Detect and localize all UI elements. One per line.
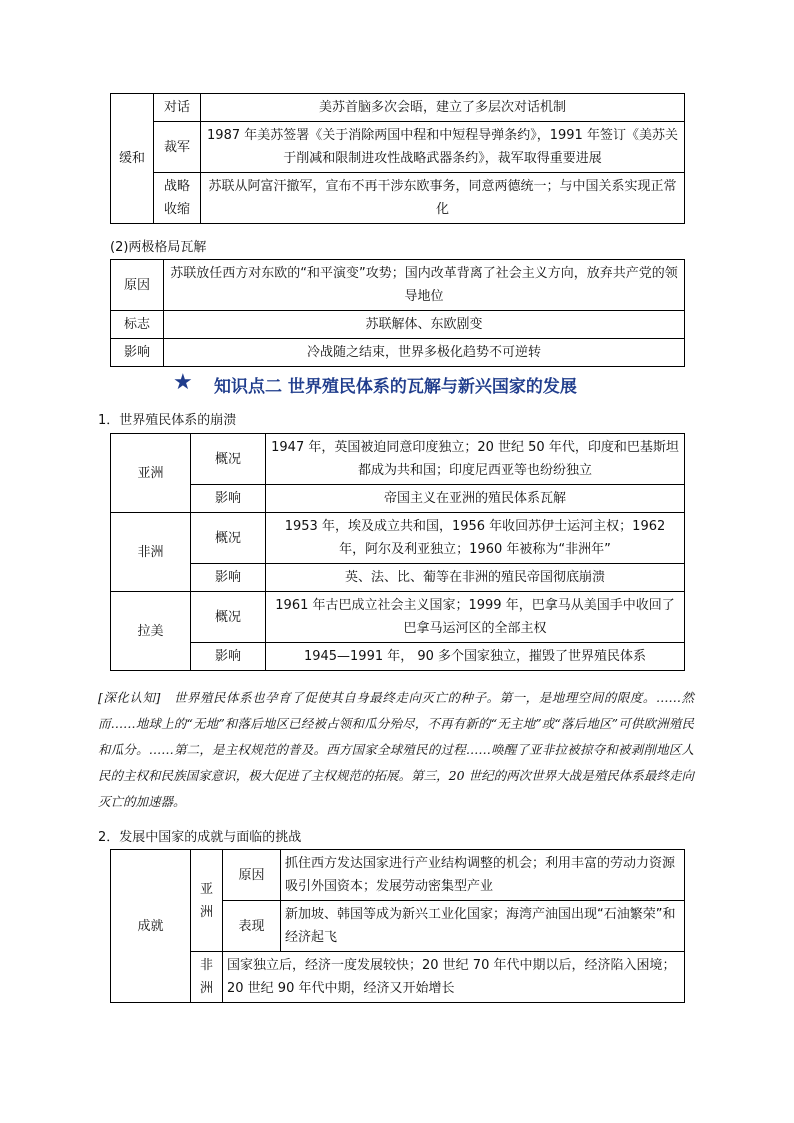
- performance-label: 表现: [223, 901, 281, 952]
- subheading-developing: 2．发展中国家的成就与面临的挑战: [98, 830, 302, 845]
- overview-label: 概况: [191, 434, 266, 485]
- reason-text: 抓住西方发达国家进行产业结构调整的机会；利用丰富的劳动力资源吸引外国资本；发展劳动密集型产业: [281, 850, 685, 901]
- region-asia: 亚洲: [111, 434, 191, 513]
- impact-text: 帝国主义在亚洲的殖民体系瓦解: [266, 485, 685, 513]
- colonial-table: [110, 433, 685, 671]
- impact-label: 影响: [191, 564, 266, 592]
- overview-label: 概况: [191, 592, 266, 643]
- bipolar-table: [110, 259, 685, 367]
- overview-text: 1947 年，英国被迫同意印度独立；20 世纪 50 年代，印度和巴基斯坦都成为共和国；印度尼西亚等也纷纷独立: [266, 434, 685, 485]
- developing-table: [110, 849, 685, 1003]
- easing-group-label: 缓和: [111, 94, 154, 224]
- overview-label: 概况: [191, 513, 266, 564]
- row-text: 冷战随之结束，世界多极化趋势不可逆转: [164, 339, 685, 367]
- impact-label: 影响: [191, 643, 266, 671]
- africa-text: 国家独立后，经济一度发展较快；20 世纪 70 年代中期以后，经济陷入困境；20 世纪 90 年代中期，经济又开始增长: [223, 952, 685, 1003]
- overview-text: 1953 年，埃及成立共和国，1956 年收回苏伊士运河主权；1962 年，阿尔及利亚独立；1960 年被称为“非洲年”: [266, 513, 685, 564]
- star-icon: ★: [173, 370, 193, 395]
- performance-text: 新加坡、韩国等成为新兴工业化国家；海湾产油国出现“石油繁荣”和经济起飞: [281, 901, 685, 952]
- impact-label: 影响: [191, 485, 266, 513]
- row-text: 苏联解体、东欧剧变: [164, 311, 685, 339]
- row-text: 苏联放任西方对东欧的“和平演变”攻势；国内改革背离了社会主义方向，放弃共产党的领导地位: [164, 260, 685, 311]
- row-label: 裁军: [154, 122, 201, 173]
- row-label: 影响: [111, 339, 164, 367]
- subheading-colonial: 1．世界殖民体系的崩溃: [98, 413, 237, 428]
- row-label: 原因: [111, 260, 164, 311]
- row-text: 苏联从阿富汗撤军，宣布不再干涉东欧事务，同意两德统一；与中国关系实现正常化: [201, 173, 685, 224]
- overview-text: 1961 年古巴成立社会主义国家；1999 年，巴拿马从美国手中收回了巴拿马运河区的全部主权: [266, 592, 685, 643]
- row-text: 1987 年美苏签署《关于消除两国中程和中短程导弹条约》，1991 年签订《美苏关于削减和限制进攻性战略武器条约》，裁军取得重要进展: [201, 122, 685, 173]
- region-asia: 亚洲: [191, 850, 223, 952]
- impact-text: 1945—1991 年， 90 多个国家独立，摧毁了世界殖民体系: [266, 643, 685, 671]
- achievement-label: 成就: [111, 850, 191, 1003]
- deepening-paragraph: [深化认知] 世界殖民体系也孕育了促使其自身最终走向灭亡的种子。第一，是地理空间的限度。……然而……地球上的“无地”和落后地区已经被占领和瓜分殆尽，不再有新的“无主地”或“落后地区”可供欧洲殖民和瓜分。……第二，是主权规范的普及。西方国家全球殖民的过程……唤醒了亚非拉被掠夺和被剥削地区人民的主权和民族国家意识，极大促进了主权规范的拓展。第三，20 世纪的两次世界大战是殖民体系最终走向灭亡的加速器。: [98, 690, 694, 809]
- row-text: 美苏首脑多次会晤，建立了多层次对话机制: [201, 94, 685, 122]
- region-latin-america: 拉美: [111, 592, 191, 671]
- row-label: 标志: [111, 311, 164, 339]
- region-africa: 非洲: [111, 513, 191, 592]
- row-label: 对话: [154, 94, 201, 122]
- row-label: 战略收缩: [154, 173, 201, 224]
- easing-table: [110, 93, 685, 224]
- region-africa: 非洲: [191, 952, 223, 1003]
- section-bipolar-heading: (2)两极格局瓦解: [110, 240, 207, 255]
- impact-text: 英、法、比、葡等在非洲的殖民帝国彻底崩溃: [266, 564, 685, 592]
- knowledge-point-heading: 知识点二 世界殖民体系的瓦解与新兴国家的发展: [214, 377, 577, 397]
- reason-label: 原因: [223, 850, 281, 901]
